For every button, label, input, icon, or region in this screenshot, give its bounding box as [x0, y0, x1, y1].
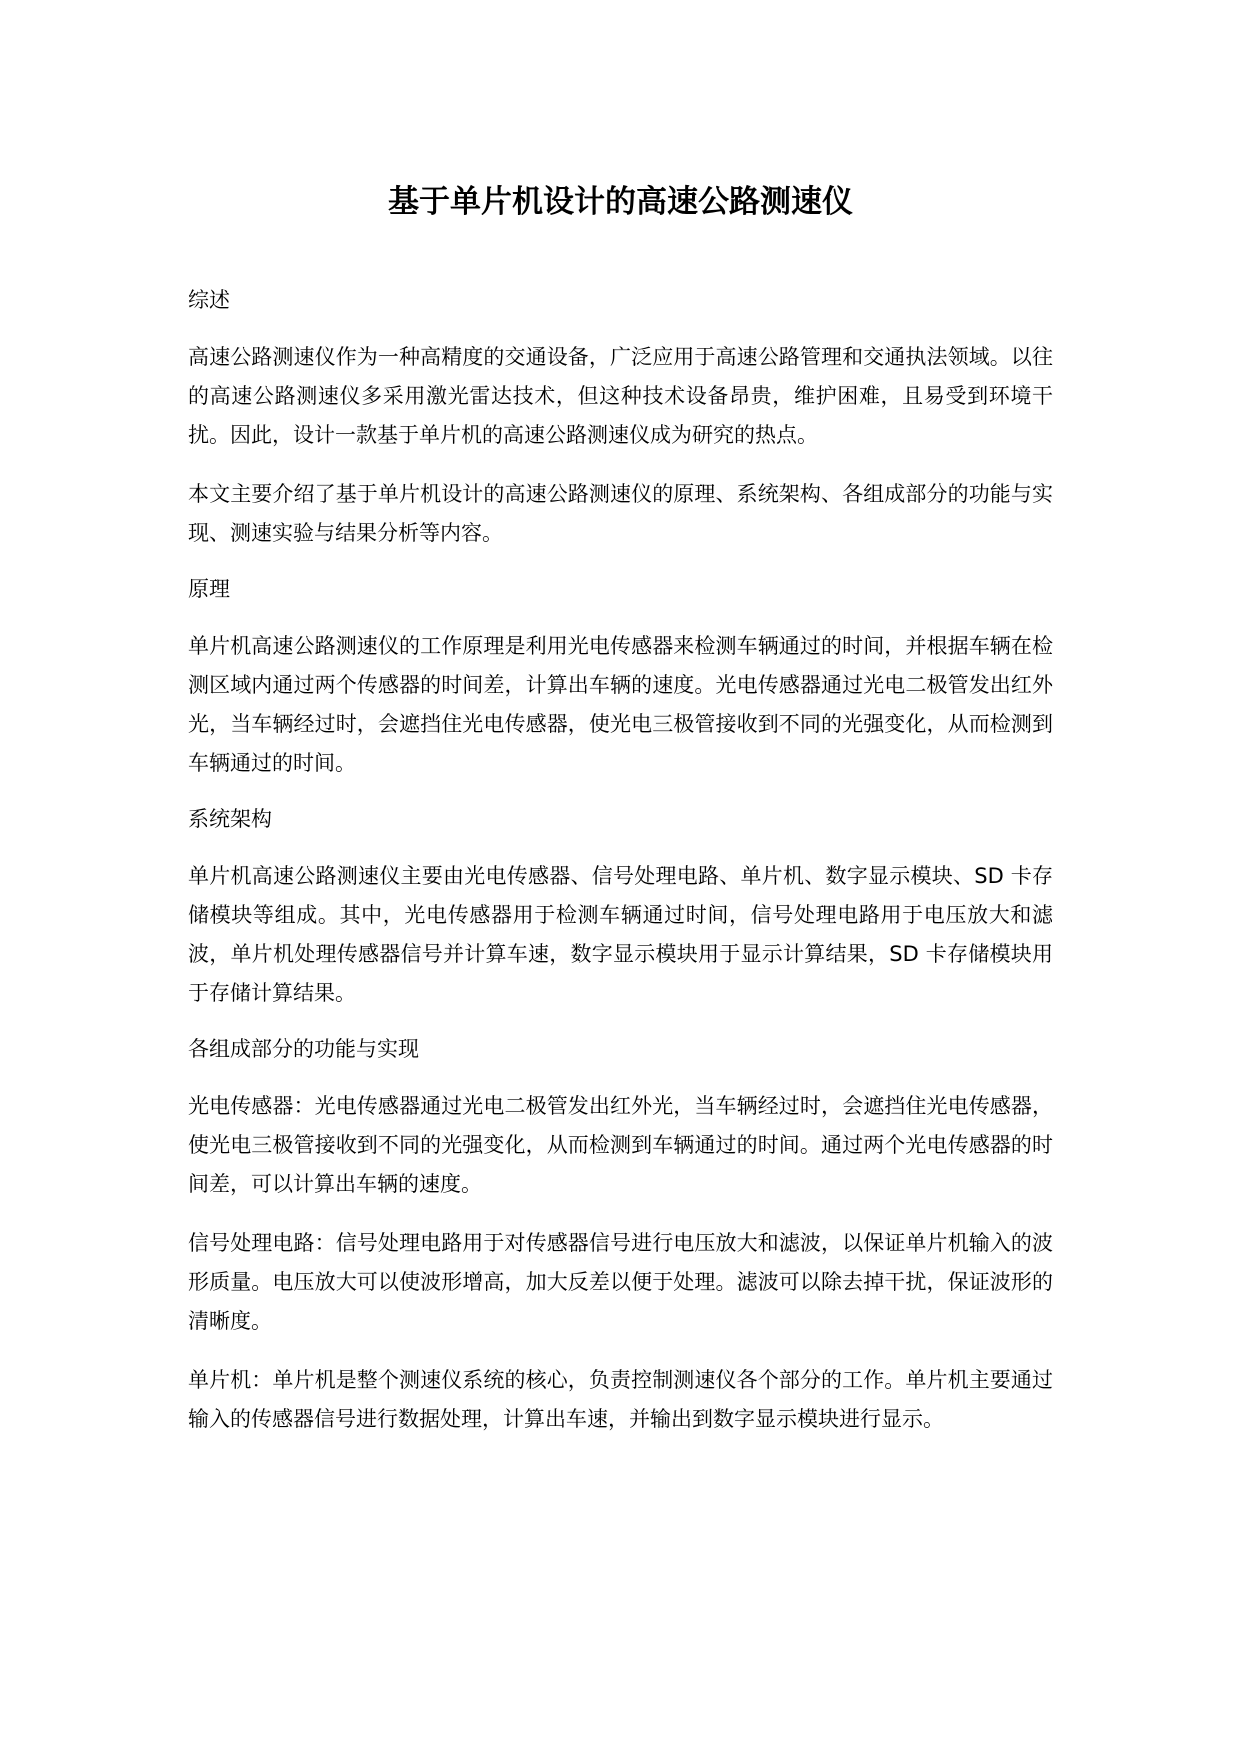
- section-components: [188, 1033, 1053, 1439]
- section-architecture: [188, 803, 1053, 1013]
- section-heading: 综述: [188, 288, 230, 312]
- paragraph: 单片机高速公路测速仪的工作原理是利用光电传感器来检测车辆通过的时间，并根据车辆在检测区域内通过两个传感器的时间差，计算出车辆的速度。光电传感器通过光电二极管发出红外光，当车辆经过时，会遮挡住光电传感器，使光电三极管接收到不同的光强变化，从而检测到车辆通过的时间。: [188, 634, 1053, 775]
- paragraph: 信号处理电路：信号处理电路用于对传感器信号进行电压放大和滤波，以保证单片机输入的波形质量。电压放大可以使波形增高，加大反差以便于处理。滤波可以除去掉干扰，保证波形的清晰度。: [188, 1231, 1053, 1333]
- paragraph: 单片机：单片机是整个测速仪系统的核心，负责控制测速仪各个部分的工作。单片机主要通过输入的传感器信号进行数据处理，计算出车速，并输出到数字显示模块进行显示。: [188, 1368, 1053, 1431]
- section-heading: 各组成部分的功能与实现: [188, 1037, 419, 1061]
- paragraph: 光电传感器：光电传感器通过光电二极管发出红外光，当车辆经过时，会遮挡住光电传感器，使光电三极管接收到不同的光强变化，从而检测到车辆通过的时间。通过两个光电传感器的时间差，可以计算出车辆的速度。: [188, 1094, 1053, 1196]
- paragraph: 高速公路测速仪作为一种高精度的交通设备，广泛应用于高速公路管理和交通执法领域。以往的高速公路测速仪多采用激光雷达技术，但这种技术设备昂贵，维护困难，且易受到环境干扰。因此，设计一款基于单片机的高速公路测速仪成为研究的热点。: [188, 345, 1053, 447]
- document-title: 基于单片机设计的高速公路测速仪: [388, 184, 853, 220]
- document-body: [188, 284, 1053, 1459]
- section-heading: 系统架构: [188, 807, 272, 831]
- section-overview: [188, 284, 1053, 553]
- section-heading: 原理: [188, 577, 230, 601]
- paragraph: 单片机高速公路测速仪主要由光电传感器、信号处理电路、单片机、数字显示模块、SD 卡存储模块等组成。其中，光电传感器用于检测车辆通过时间，信号处理电路用于电压放大和滤波，单片机处理传感器信号并计算车速，数字显示模块用于显示计算结果，SD 卡存储模块用于存储计算结果。: [188, 864, 1053, 1005]
- section-principle: [188, 573, 1053, 783]
- paragraph: 本文主要介绍了基于单片机设计的高速公路测速仪的原理、系统架构、各组成部分的功能与实现、测速实验与结果分析等内容。: [188, 482, 1053, 545]
